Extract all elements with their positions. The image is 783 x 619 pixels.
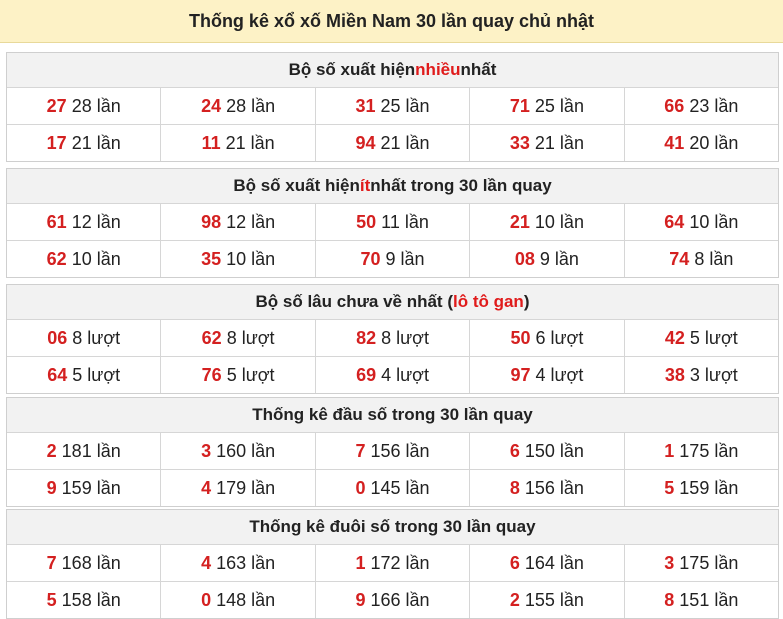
- stat-cell: [315, 241, 469, 277]
- stat-cell: [315, 88, 469, 124]
- stat-cell: [7, 357, 160, 393]
- stat-count: 8 lần: [694, 248, 734, 269]
- stat-count: 159 lần: [679, 477, 739, 498]
- stat-number: 06: [47, 327, 68, 348]
- stat-cell: [160, 545, 314, 581]
- stat-count: 21 lần: [71, 132, 121, 153]
- stat-cell: [624, 320, 778, 356]
- stat-count: 21 lần: [225, 132, 275, 153]
- stat-number: 97: [510, 364, 531, 385]
- stat-count: 156 lần: [524, 477, 584, 498]
- stat-number: 7: [355, 440, 366, 461]
- stat-cell: [160, 582, 314, 618]
- stat-number: 5: [664, 477, 675, 498]
- stat-cell: [469, 545, 623, 581]
- stat-cell: [7, 545, 160, 581]
- stat-count: 158 lần: [61, 589, 121, 610]
- stat-count: 10 lần: [71, 248, 121, 269]
- stat-number: 5: [46, 589, 57, 610]
- stat-cell: [7, 320, 160, 356]
- stat-cell: [469, 470, 623, 506]
- stat-number: 1: [355, 552, 366, 573]
- heading-text: Bộ số xuất hiện: [233, 176, 360, 195]
- stat-count: 6 lượt: [535, 327, 584, 348]
- stat-count: 5 lượt: [689, 327, 738, 348]
- stat-cell: [315, 204, 469, 240]
- stat-number: 8: [509, 477, 520, 498]
- stat-cell: [7, 204, 160, 240]
- stat-number: 62: [201, 327, 222, 348]
- stat-cell: [160, 204, 314, 240]
- stat-count: 12 lần: [226, 211, 276, 232]
- stat-count: 10 lần: [534, 211, 584, 232]
- stat-count: 155 lần: [524, 589, 584, 610]
- stat-count: 8 lượt: [72, 327, 121, 348]
- stat-number: 17: [46, 132, 67, 153]
- stat-number: 9: [46, 477, 57, 498]
- stat-count: 10 lần: [226, 248, 276, 269]
- stat-number: 76: [201, 364, 222, 385]
- stat-cell: [160, 470, 314, 506]
- heading-text: nhất trong 30 lần quay: [370, 176, 552, 195]
- table-row: [7, 240, 778, 277]
- section-most-frequent: [6, 52, 779, 162]
- stat-number: 11: [201, 132, 221, 153]
- heading-highlight: nhiều: [415, 60, 461, 79]
- stat-cell: [160, 433, 314, 469]
- stat-cell: [315, 320, 469, 356]
- stat-number: 64: [47, 364, 68, 385]
- stat-number: 38: [664, 364, 685, 385]
- stat-count: 175 lần: [679, 440, 739, 461]
- section-heading: [7, 169, 778, 204]
- table-row: [7, 204, 778, 240]
- stat-number: 98: [201, 211, 222, 232]
- stat-cell: [7, 582, 160, 618]
- section-heading: [7, 510, 778, 545]
- stat-cell: [315, 125, 469, 161]
- stat-cell: [469, 241, 623, 277]
- heading-highlight: lô tô gan: [452, 292, 524, 311]
- stat-cell: [624, 88, 778, 124]
- table-row: [7, 433, 778, 469]
- stat-cell: [624, 433, 778, 469]
- stat-number: 50: [510, 327, 531, 348]
- stat-cell: [469, 357, 623, 393]
- stat-cell: [7, 241, 160, 277]
- section-heading: [7, 53, 778, 88]
- stat-number: 70: [360, 248, 381, 269]
- stat-number: 27: [46, 95, 67, 116]
- stat-count: 151 lần: [679, 589, 739, 610]
- stat-number: 33: [509, 132, 530, 153]
- stat-number: 4: [201, 552, 212, 573]
- stat-cell: [469, 320, 623, 356]
- stat-number: 3: [201, 440, 212, 461]
- stat-number: 0: [355, 477, 366, 498]
- stat-cell: [160, 320, 314, 356]
- section-lo-to-gan: [6, 284, 779, 394]
- stat-cell: [160, 241, 314, 277]
- table-row: [7, 320, 778, 356]
- stat-cell: [624, 125, 778, 161]
- stat-cell: [624, 204, 778, 240]
- stat-cell: [469, 204, 623, 240]
- stat-count: 21 lần: [380, 132, 430, 153]
- stat-count: 164 lần: [524, 552, 584, 573]
- heading-highlight: ít: [359, 176, 371, 195]
- stat-number: 6: [509, 552, 520, 573]
- stat-number: 66: [664, 95, 685, 116]
- stat-number: 94: [355, 132, 376, 153]
- stat-cell: [7, 125, 160, 161]
- stat-number: 31: [355, 95, 376, 116]
- stat-number: 4: [201, 477, 212, 498]
- stat-cell: [315, 470, 469, 506]
- stat-count: 21 lần: [534, 132, 584, 153]
- stat-cell: [469, 88, 623, 124]
- stat-cell: [160, 357, 314, 393]
- heading-text: Thống kê đuôi số trong 30 lần quay: [249, 517, 536, 536]
- stat-number: 69: [356, 364, 377, 385]
- stat-count: 181 lần: [61, 440, 121, 461]
- stat-count: 148 lần: [216, 589, 276, 610]
- stat-number: 9: [355, 589, 366, 610]
- stat-count: 11 lần: [381, 211, 429, 232]
- stat-number: 64: [664, 211, 685, 232]
- stat-count: 179 lần: [216, 477, 276, 498]
- section-least-frequent: [6, 168, 779, 278]
- stat-count: 5 lượt: [72, 364, 121, 385]
- stat-count: 23 lần: [689, 95, 739, 116]
- stat-cell: [315, 545, 469, 581]
- stat-count: 163 lần: [216, 552, 276, 573]
- table-row: [7, 88, 778, 124]
- stat-number: 82: [356, 327, 377, 348]
- stat-number: 6: [509, 440, 520, 461]
- stat-number: 24: [201, 95, 222, 116]
- stat-count: 172 lần: [370, 552, 430, 573]
- stat-number: 21: [509, 211, 530, 232]
- stat-count: 150 lần: [524, 440, 584, 461]
- stat-number: 71: [509, 95, 530, 116]
- stat-number: 41: [664, 132, 685, 153]
- stat-count: 159 lần: [61, 477, 121, 498]
- table-row: [7, 469, 778, 506]
- stat-number: 3: [664, 552, 675, 573]
- stat-cell: [7, 88, 160, 124]
- stat-count: 9 lần: [385, 248, 425, 269]
- table-row: [7, 124, 778, 161]
- stat-cell: [624, 470, 778, 506]
- stat-number: 2: [509, 589, 520, 610]
- heading-text: Thống kê đầu số trong 30 lần quay: [252, 405, 533, 424]
- stat-count: 28 lần: [226, 95, 276, 116]
- section-heading: [7, 285, 778, 320]
- table-row: [7, 581, 778, 618]
- heading-text: ): [523, 292, 530, 311]
- stat-count: 12 lần: [71, 211, 121, 232]
- stat-cell: [315, 357, 469, 393]
- stat-count: 25 lần: [534, 95, 584, 116]
- stat-count: 3 lượt: [689, 364, 738, 385]
- stat-number: 7: [46, 552, 57, 573]
- stat-cell: [469, 125, 623, 161]
- stat-cell: [624, 241, 778, 277]
- section-head-digit: [6, 397, 779, 507]
- stat-number: 8: [664, 589, 675, 610]
- stat-count: 4 lượt: [381, 364, 429, 385]
- table-row: [7, 356, 778, 393]
- stat-cell: [315, 433, 469, 469]
- stat-count: 4 lượt: [535, 364, 584, 385]
- stat-count: 25 lần: [380, 95, 430, 116]
- heading-text: Bộ số xuất hiện: [288, 60, 416, 79]
- stat-cell: [160, 88, 314, 124]
- section-tail-digit: [6, 509, 779, 619]
- stat-number: 42: [664, 327, 685, 348]
- stat-count: 8 lượt: [381, 327, 429, 348]
- stat-cell: [469, 433, 623, 469]
- stat-number: 0: [201, 589, 212, 610]
- table-row: [7, 545, 778, 581]
- stat-count: 175 lần: [679, 552, 739, 573]
- stat-cell: [7, 433, 160, 469]
- stat-count: 8 lượt: [226, 327, 275, 348]
- stat-cell: [624, 545, 778, 581]
- stat-number: 74: [669, 248, 690, 269]
- heading-text: nhất: [460, 60, 497, 79]
- stat-cell: [315, 582, 469, 618]
- stat-number: 62: [46, 248, 67, 269]
- stat-cell: [7, 470, 160, 506]
- stat-count: 156 lần: [370, 440, 430, 461]
- stat-number: 1: [664, 440, 675, 461]
- stat-count: 10 lần: [689, 211, 739, 232]
- stat-count: 168 lần: [61, 552, 121, 573]
- stat-number: 61: [46, 211, 67, 232]
- stat-count: 28 lần: [71, 95, 121, 116]
- stat-count: 5 lượt: [226, 364, 275, 385]
- stat-number: 35: [201, 248, 222, 269]
- stat-cell: [160, 125, 314, 161]
- stat-cell: [624, 357, 778, 393]
- stat-count: 166 lần: [370, 589, 430, 610]
- stat-count: 9 lần: [539, 248, 579, 269]
- stat-number: 08: [514, 248, 535, 269]
- stat-count: 20 lần: [689, 132, 739, 153]
- stat-cell: [624, 582, 778, 618]
- page-title: Thống kê xổ xố Miền Nam 30 lần quay chủ nhật: [0, 0, 783, 43]
- heading-text: Bộ số lâu chưa về nhất (: [255, 292, 453, 311]
- stat-count: 145 lần: [370, 477, 430, 498]
- stat-number: 2: [46, 440, 57, 461]
- stat-count: 160 lần: [216, 440, 276, 461]
- section-heading: [7, 398, 778, 433]
- stat-cell: [469, 582, 623, 618]
- stat-number: 50: [356, 211, 377, 232]
